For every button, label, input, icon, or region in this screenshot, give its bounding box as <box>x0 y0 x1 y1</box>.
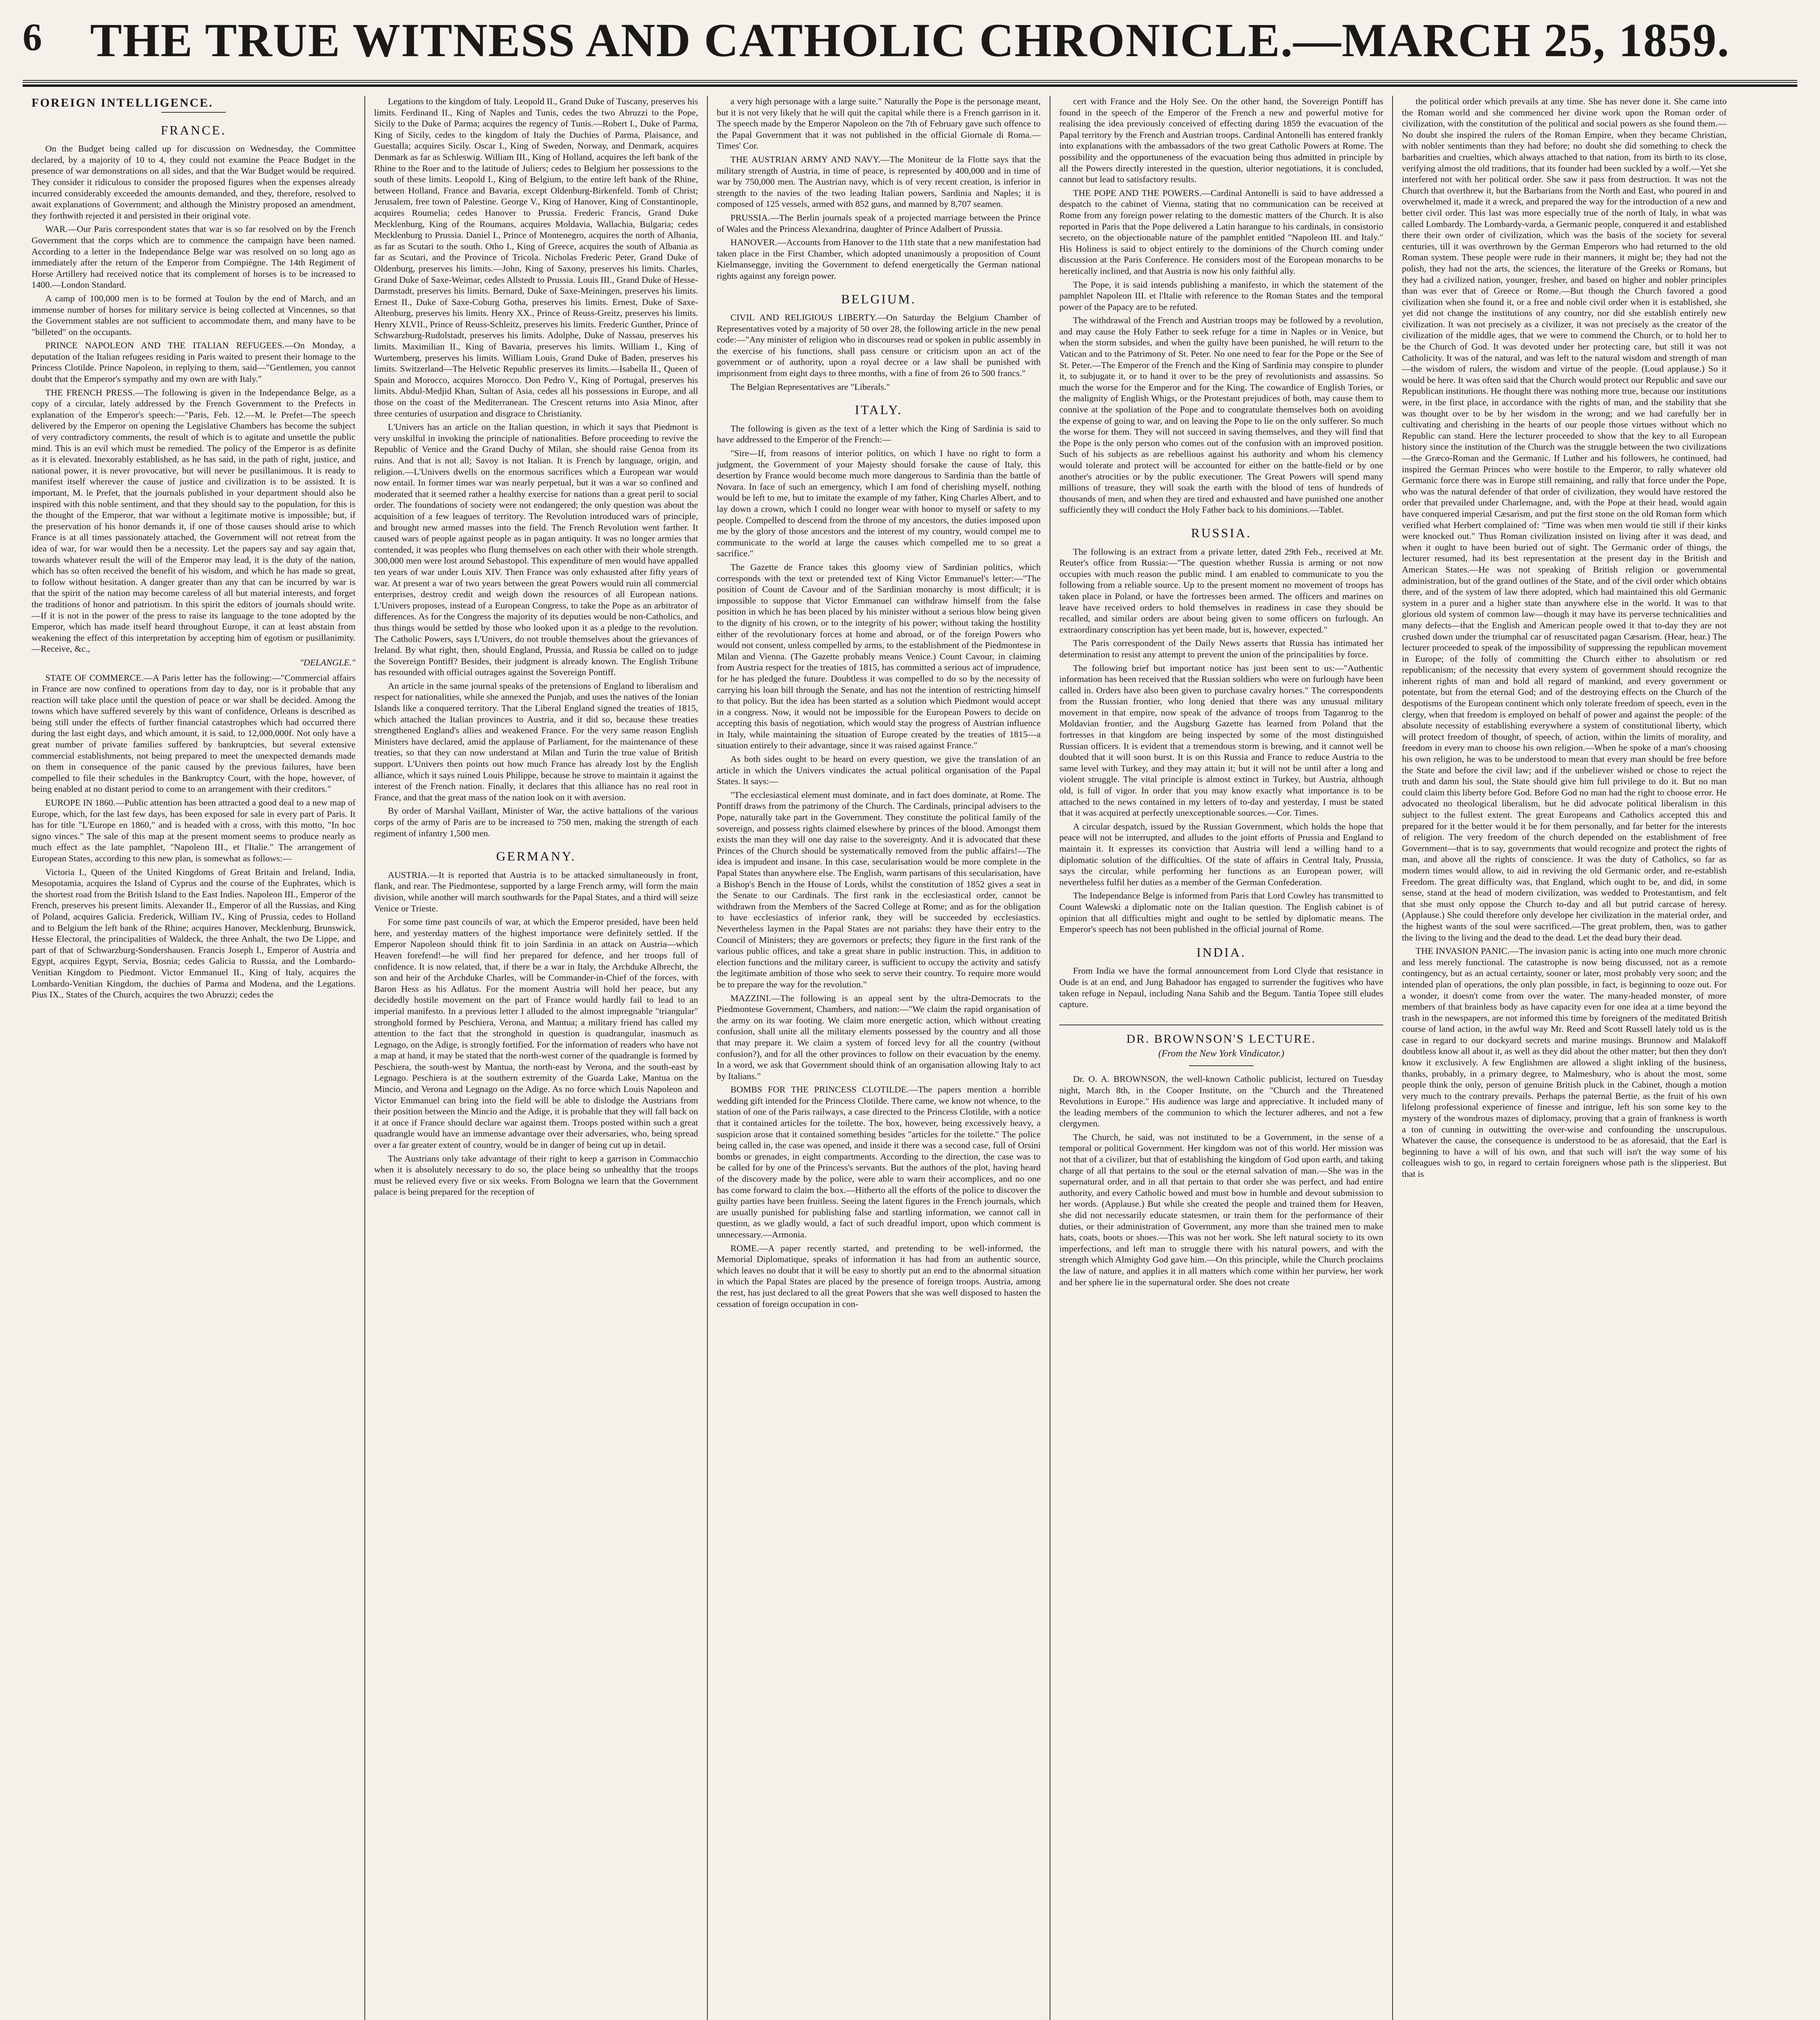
article-paragraph: The withdrawal of the French and Austrian troops may be followed by a revolution, and may cause the Holy Father to seek refuge for a time in Naples or in Venice, but when the storm subsides, and when the guilty have been punished, he will return to the Vatican and to the Patrimony of St. Peter. No one need to fear for the Pope or the See of St. Peter.—The Emperor of the French and the King of Sardinia may conspire to plunder it, to subjugate it, or to hand it over to be the prey of revolutionists and assassins. So much the worse for the Emperor and for the King. The cowardice of English Tories, or the malignity of English Whigs, or the Protestant prejudices of both, may cause them to connive at the spoliation of the Pope and to congratulate themselves both on avoiding the expense of going to war, and on leaving the Pope to lie on the only sufferer. So much the worse for them. They will not succeed in saving themselves, and they will find that the Pope is the only person who comes out of the confusion with an improved position. Such of his subjects as are rebellious against his authority and whom his clemency would tolerate and protect will be accounted for either on the battle-field or by one another's atrocities or by the public executioner. The Great Powers will spend many millions of treasure, they will soak the earth with the blood of tens of hundreds of thousands of men, and when they are tired and exhausted and have punished one another sufficiently they will conduct the Holy Father back to his dominions.—Tablet. <box>1059 315 1383 515</box>
article-paragraph: BOMBS FOR THE PRINCESS CLOTILDE.—The papers mention a horrible wedding gift intended for the Princess Clotilde. There came, we know not whence, to the station of one of the Paris railways, a case directed to the Princess Clotilde, with a notice that it contained articles for the toilette. The box, however, being excessively heavy, a suspicion arose that it contained something besides "articles for the toilette." The police being called in, the case was opened, and inside it there was a second case, full of Orsini bombs or grenades, in eight compartments. According to the direction, the case was to be called for by one of the Princess's servants. But the authors of the plot, having heard of the discovery made by the police, were able to warn their accomplices, and no one has come forward to claim the box.—Hitherto all the efforts of the police to discover the guilty parties have been fruitless. Seeing the latent figures in the French journals, which are usually punished for publishing false and startling information, we cannot call in question, as we gladly would, a fact of such dreadful import, upon which comment is unnecessary.—Armonia. <box>717 1084 1041 1239</box>
column-4-body <box>1059 96 1383 1288</box>
article-paragraph: ROME.—A paper recently started, and pretending to be well-informed, the Memorial Diplomatique, speaks of information it has had from an authentic source, which leaves no doubt that it will be easy to shortly put an end to the abnormal situation in which the Papal States are placed by the presence of foreign troops. Austria, among the rest, has just declared to all the great Powers that she was well disposed to hasten the cessation of foreign occupation in con- <box>717 1243 1041 1309</box>
column-5 <box>1393 96 1736 2020</box>
column-2 <box>365 96 708 2020</box>
lecture-heading: DR. BROWNSON'S LECTURE. <box>1059 1025 1383 1045</box>
column-3 <box>708 96 1050 2020</box>
article-paragraph: The following is an extract from a private letter, dated 29th Feb., received at Mr. Reuter's office from Russia:—"The question whether Russia is arming or not now occupies with much reason the public mind. I am enabled to communicate to you the following from a reliable source. Up to the present moment no movement of troops has taken place in Poland, or have the fortresses been armed. The officers and marines on leave have received orders to hold themselves in readiness in case they should be recalled, and similar orders are about being given to some officers on furlough. An extraordinary conscription has yet been made, but is, however, expected." <box>1059 546 1383 635</box>
section-heading-india: INDIA. <box>1196 945 1246 960</box>
divider <box>161 112 226 113</box>
article-paragraph: The Austrians only take advantage of their right to keep a garrison in Commacchio when it is absolutely necessary to do so, the place being so unhealthy that the troops must be relieved every five or six weeks. From Bologna we learn that the Government palace is being prepared for the reception of <box>374 1153 698 1197</box>
article-paragraph: An article in the same journal speaks of the pretensions of England to liberalism and respect for nationalities, while she annexed the Punjab, and uses the natives of the Ionian Islands like a conquered territory. That the Liberal England signed the treaties of 1815, which attached the Italian provinces to Austria, and it did so, because these treaties strengthened England's allies and weakened France. For the very same reason English Ministers have declared, amid the applause of Parliament, for the maintenance of these treaties, so that they can now understand at Milan and Turin the true value of British support. L'Univers then points out how much France has already lost by the English alliance, which it says ruined Louis Philippe, because he strove to maintain it against the interest of the French nation. Finally, it declares that this alliance has no real root in France, and that the great mass of the nation look on it with aversion. <box>374 680 698 802</box>
section-heading-foreign: FOREIGN INTELLIGENCE. <box>32 96 213 109</box>
article-paragraph: On the Budget being called up for discussion on Wednesday, the Committee declared, by a majority of 10 to 4, they could not examine the Peace Budget in the presence of war demonstrations on all sides, and that the War Budget would be required. They consider it ridiculous to consider the proposed figures when the expenses already incurred considerably exceeded the amounts demanded, and they, therefore, resolved to await explanations of Government; and although the Ministry proposed an amendment, they forthwith rejected it and persisted in their original vote. <box>32 143 356 221</box>
article-paragraph: A camp of 100,000 men is to be formed at Toulon by the end of March, and an immense number of horses for military service is being collected at Vincennes, so that the Government stables are not sufficient to accommodate them, and many have to be "billeted" on the occupants. <box>32 293 356 337</box>
article-paragraph: "Sire—If, from reasons of interior politics, on which I have no right to form a judgment, the Government of your Majesty should forsake the cause of Italy, this desertion by France would become much more dangerous to Sardinia than the battle of Novara. In face of such an emergency, which I am fond of cherishing myself, nothing would be left to me, but to imitate the example of my father, King Charles Albert, and to lay down a crown, which I could no longer wear with honor to myself or safety to my people. Compelled to descend from the throne of my ancestors, the duties imposed upon me by the glory of those ancestors and the interest of my country, would compel me to communicate to the world at large the causes which compelled me to so great a sacrifice." <box>717 448 1041 559</box>
article-paragraph: The Church, he said, was not instituted to be a Government, in the sense of a temporal or political Government. Her kingdom was not of this world. Her mission was not that of a civilizer, but that of establishing the kingdom of God upon earth, and taking charge of all that pertains to the soul or the eternal salvation of man.—She was in the supernatural order, and in all that pertain to that order she was perfect, and had entire authority, and every Catholic bowed and must bow in humble and devout submission to her words. (Applause.) But while she created the people and trained them for Heaven, she did not necessarily educate statesmen, or train them for the performance of their duties, or their administration of Government, any more than she trained men to make hats, coats, boots or shoes.—This was not her work. She left natural society to its own imperfections, and left man to struggle there with his natural powers, and with the strength which Almighty God gave him.—On this principle, while the Church proclaims the law of nature, and applies it in all matters which come within her purview, her work and her sphere lie in the supernatural order. She does not create <box>1059 1132 1383 1287</box>
lecture-source: (From the New York Vindicator.) <box>1158 1048 1284 1059</box>
article-paragraph: The Gazette de France takes this gloomy view of Sardinian politics, which corresponds with the text or pretended text of King Victor Emmanuel's letter:—"The position of Count de Cavour and of the Sardinian monarchy is most difficult; it is impossible to suppose that Victor Emmanuel can withdraw himself from the false position in which he has been placed by his minister without a serious blow being given to the dignity of his crown, or to the integrity of his power; without taking the hostility either of the revolutionary forces at home and abroad, or of the foreign Powers who would not consent, unless compelled by arms, to the establishment of the Piedmontese in Milan and Vienna. (The Gazette probably means Venice.) Count Cavour, in claiming from Austria respect for the treaties of 1815, has committed a serious act of imprudence, for he has pledged the future. Doubtless it was compelled to do so by the necessity of carrying his loan bill through the Senate, and has not the intention of restricting himself to that policy. But the idea has been started as a solution which Piedmont would accept in a congress. Now, it would not be impossible for the European Powers to decide on accepting this basis of negotiation, which would stay the progress of Austrian influence in Italy, while maintaining the situation of Europe created by the treaties of 1815—a situation entirely to their advantage, since it was raised against France." <box>717 562 1041 751</box>
article-paragraph: The Independance Belge is informed from Paris that Lord Cowley has transmitted to Count Walewski a diplomatic note on the Italian question. The English cabinet is of opinion that all difficulties might and ought to be settled by diplomatic means. The Emperor's speech has not been published in the official journal of Rome. <box>1059 890 1383 934</box>
article-paragraph: CIVIL AND RELIGIOUS LIBERTY.—On Saturday the Belgium Chamber of Representatives voted by a majority of 50 over 28, the following article in the new penal code:—"Any minister of religion who in discourses read or spoken in public assembly in the exercise of his functions, shall pass censure or criticism upon an act of the government or of authority, upon a royal decree or a law shall be punished with imprisonment from eight days to three months, with a fine of from 26 to 500 francs." <box>717 312 1041 379</box>
article-paragraph: Victoria I., Queen of the United Kingdoms of Great Britain and Ireland, India, Mesopotamia, acquires the Island of Cyprus and the course of the Euphrates, which is the shortest road from the British Island to the East Indies. Napoleon III., Emperor of the French, preserves his present limits. Alexander II., Emperor of all the Russias, and King of Poland, acquires Galicia. Frederick, William IV., King of Prussia, cedes to Holland and to Belgium the left bank of the Rhine; acquires Hanover, Mecklenburg, Brunswick, Hesse Electoral, the principalities of Waldeck, the three Anhalt, the two De Lippe, and part of that of Schwarzburg-Sondershausen. Francis Joseph I., Emperor of Austria and Egypt, acquires Egypt, Servia, Bosnia; cedes Galicia to Russia, and the Lombardo-Venitian Kingdom to Piedmont. Victor Emmanuel II., King of Italy, acquires the Lombardo-Venitian Kingdom, the duchies of Parma and Modena, and the Legations. Pius IX., States of the Church, acquires the two Abruzzi; cedes the <box>32 867 356 1000</box>
divider <box>1189 1065 1254 1066</box>
newspaper-title: THE TRUE WITNESS AND CATHOLIC CHRONICLE.—MARCH 25, 1859. <box>90 14 1730 67</box>
article-paragraph: a very high personage with a large suite." Naturally the Pope is the personage meant, but it is not very likely that he will quit the capital while there is a French garrison in it. The speech made by the Emperor Napoleon on the 7th of February gave such offence to the Papal Government that it was not published in the official Giornale di Roma.—Times' Cor. <box>717 96 1041 151</box>
article-paragraph: HANOVER.—Accounts from Hanover to the 11th state that a new manifestation had taken place in the First Chamber, which adopted unanimously a proposition of Count Kielmansegge, inviting the Government to defend energetically the German national rights against any foreign power. <box>717 237 1041 281</box>
article-paragraph: The Pope, it is said intends publishing a manifesto, in which the statement of the pamphlet Napoleon III. et l'Italie with reference to the Roman States and the temporal power of the Papacy are to be refuted. <box>1059 279 1383 312</box>
article-paragraph: THE POPE AND THE POWERS.—Cardinal Antonelli is said to have addressed a despatch to the cabinet of Vienna, stating that no communication can be received at Rome from any foreign power relating to the domestic matters of the Church. It is also reported in Paris that the Pope delivered a Latin harangue to his cardinals, in consistorio secreto, on the objectionable nature of the pamphlet entitled "Napoleon III. and Italy." His Holiness is said to object entirely to the dominions of the Church coming under discussion at the Paris Conference. He considers most of the European monarchs to be heretically inclined, and that Austria is now his only faithful ally. <box>1059 187 1383 276</box>
section-heading-germany: GERMANY. <box>496 849 576 864</box>
page-number: 6 <box>23 15 42 59</box>
article-paragraph: cert with France and the Holy See. On the other hand, the Sovereign Pontiff has found in the speech of the Emperor of the French a new and powerful motive for realising the idea previously conceived of effecting during 1859 the evacuation of the Papal territory by the French and Austrian troops. Cardinal Antonelli has entered frankly into explanations with the ambassadors of the two great Catholic Powers at Rome. The possibility and the opportuneness of the evacuation being thus admitted in principle by all the Powers directly interested in the question, ulterior negotiations, it is concluded, cannot but lead to satisfactory results. <box>1059 96 1383 185</box>
article-paragraph: "The ecclesiastical element must dominate, and in fact does dominate, at Rome. The Pontiff draws from the patrimony of the Church. The Cardinals, principal advisers to the Pope, naturally take part in the Government. They constitute the political family of the sovereign, and possess rights claimed elsewhere by princes of the blood. Amongst them exists the man they will one day raise to the sovereignty. And it is advocated that these Princes of the Church should be systematically removed from the public affairs!—The idea is impudent and insane. In this case, secularisation would be more complete in the Papal States than anywhere else. The English, warm partisans of this secularisation, have a Bishop's Bench in the House of Lords, whilst the constitution of 1852 gives a seat in the Senate to our Cardinals. The first rank in the ecclesiastical order, cannot be withdrawn from the Members of the Sacred College at Rome; and as for the obligation to have ecclesiastics of inferior rank, they will be succeeded by ecclesiastics. Nevertheless laymen in the Papal States are not pariahs: they have their entry to the Council of Ministers; they are governors or prefects; they figure in the first rank of the various public offices, and take a great share in public instruction. This, in addition to election functions and the military career, is sufficient to occupy the activity and satisfy the legitimate ambition of those who seek to serve their country. To require more would be to prepare the way for the revolution." <box>717 789 1041 989</box>
article-paragraph: L'Univers has an article on the Italian question, in which it says that Piedmont is very unskilful in invoking the principle of nationalities. Before proceeding to revive the Republic of Venice and the Grand Duchy of Milan, she should raise Genoa from its ruins. And that is not all; Savoy is not Italian. It is French by language, origin, and religion.—L'Univers dwells on the enormous sacrifices which a European war would now entail. In former times war was nearly perpetual, but it was a war so confined and moderated that it seemed rather a healthy exercise for nations than a great peril to social order. The foundations of society were not endangered; the only question was about the acquisition of a few leagues of territory. The Revolution introduced wars of principle, and brought new armed masses into the field. The French Revolution went farther. It caused wars of people against people as in pagan antiquity. It was no longer armies that contended, it was peoples who flung themselves on each other with their whole strength. 300,000 men were lost around Sebastopol. This expenditure of men would have appalled ten years of war under Louis XIV. Then France was only exhausted after fifty years of war. At present a war of two years between the great Powers would ruin all commercial enterprises, destroy credit and weigh down the resources of all European nations. L'Univers proposes, instead of a European Congress, to take the Pope as an arbitrator of differences. As for the Congress the majority of its deputies would be non-Catholics, and thus things would be settled by those who looked upon it as a pledge to the revolution. The Catholic Powers, says L'Univers, do not trouble themselves about the grievances of Ireland. By what right, then, should England, Prussia, and Russia be called on to judge the Sovereign Pontiff? Besides, their judgment is already known. The English Tribune has resounded with official outrages against the Sovereign Pontiff. <box>374 422 698 678</box>
article-paragraph: The Belgian Representatives are "Liberals." <box>730 381 890 392</box>
masthead-rule <box>23 84 1797 87</box>
article-paragraph: the political order which prevails at any time. She has never done it. She came into the Roman world and she commenced her divine work upon the Roman order of civilization, with the constitution of the political and social powers as she found them.—No doubt she inspired the rulers of the Roman Empire, when they became Christian, with nobler sentiments than they had before; no doubt she did something to check the barbarities and cruelties, which always attached to that nation, from its birth to its close, verifying almost the old traditions, that its founder had been suckled by a wolf.—Yet she interfered not with her political order. She saw it pass from destruction. It was not the Church that overthrew it, but the Barbarians from the North and East, who poured in and overwhelmed it, made it a wreck, and prepared the way for the introduction of a new and better civil order. This last was more especially true of the north of Italy, in what was called Lombardy. The Lombardy-varda, a Germanic people, conquered it and established there their own order of civilization, which was the basis of the society for several centuries, till it was overthrown by the German Emperors who had returned to the old Roman system. These people were rude in their manners, it might be; they had not the polish, they had not the arts, the sciences, the literature of the Greeks or Romans, but they had a civilized nation, younger, fresher, and based on higher and nobler principles than was ever that of Greece or Rome.—But though the Church favored a good civilization when she found it, or a free and noble civil order when it is established, she yet did not change the institutions of any country, nor did she establish entirely new civilization. It was not precisely as a civilizer, it was not precisely as the creator of the civilization of the middle ages, that we were to commend the Church, or to hold her to be the Church of God. It was devoted under her protecting care, but still it was not Catholicity. It was of the natural, and was left to the natural wisdom and strength of man—the wisdom of rulers, the wisdom and virtue of the people. (Loud applause.) So it would be here. It was often said that the Church would protect our Republic and save our Republican institutions. He thought there was nothing more true, because our institutions were, in the first place, in accordance with the rights of man, and the stability that she was thought over to be by her wisdom in the wrong; and we had carefully her in cultivating and cherishing in the hearts of our people those virtues without which no Republic can stand. Here the lecturer proceeded to show that the key to all European history since the institution of the Church was the struggle between the two civilizations—the Græco-Roman and the Germanic. If Luther and his followers, he continued, had inspired the German Princes who were hostile to the Emperor, to rally whatever old Germanic force there was in Europe still remaining, and rally that force under the Pope, who was the natural defender of that order of civilization, they would have restored the order that prevailed under Charlemagne, and, with the Pope at their head, would again have conquered imperial Cæsarism, and put the first stone on the old Roman form which verified what Herbert complained of: "Time was when men would tie still if their kinks were knocked out." Thus Roman civilization insisted on living after it was dead, and when it ought to have been buried out of sight. The Germanic order of things, the lecturer resumed, had its best representation at the present day in the British and American States.—He was not speaking of British religion or governmental administration, but of the grand outlines of the State, and of the civil order which obtains there, and of the system of law there adopted, which had maintained this old Germanic system in a purer and a higher state than anywhere else in the world. It was to that glorious old system of common law—though it may have its perverse technicalities and many defects—that the English and American people owed it that to-day they are not crushed down under the triumphal car of resuscitated pagan Cæsarism. (Hear, hear.) The lecturer proceeded to speak of the impossibility of suppressing the republican movement in Europe; of the folly of committing the Church either to absolutism or red republicanism; of the necessity that every system of government should recognize the inherent rights of man and hold all regard of mankind, and every government or potentate, but from the eternal God; and of the destroying effects on the Church of the despotisms of the European continent which only tolerate freedom of speech, even in the clergy, when that freedom is employed on behalf of power and against the people: of the absolute necessity of establishing everywhere a system of constitutional liberty, which will protect freedom of thought, of speech, of action, within the limits of morality, and freedom in every man to choose his own religion.—When he spoke of a man's choosing his own religion, he was to be understood to mean that every man should be free before the State and before the civil law; and if the unbeliever wished or chose to reject the truth and damn his soul, the State should give him full privilege to do it. But no man could claim this liberty before God. Before God no man had the right to choose error. He advocated no theological liberalism, but he did advocate political liberalism in this subject to the fullest extent. The great Europeans and Catholics accepted this and prepared for it the better would it be for them personally, and far better for the interests of religion. The very freedom of the church depended on the establishment of free Government—that is to say, governments that would recognize and protect the rights of man, and above all the rights of conscience. It was the duty of Catholics, so far as modern times would allow, to aid in reviving the old Germanic order, and re-establish Freedom. The great difficulty was, that England, which ought to be, and did, in some sense, stand at the head of modern civilization, was wedded to Protestantism, and felt that she must only oppose the Church to-day and all but putrid carcase of heresy. (Applause.) She could therefore only develope her civilization in the material order, and the highest wants of the soul were sacrificed.—The great problem, then, was to gather the living to the living and the dead to the dead. Let the dead bury their dead. <box>1402 96 1727 943</box>
article-paragraph: "DELANGLE." <box>299 657 356 667</box>
article-paragraph: PRINCE NAPOLEON AND THE ITALIAN REFUGEES.—On Monday, a deputation of the Italian refugees residing in Paris waited to present their homage to the Princess Clotilde. Prince Napoleon, in replying to them, said—"Gentlemen, you cannot doubt that the Emperor's sympathy and my own are with Italy." <box>32 340 356 384</box>
article-paragraph: THE AUSTRIAN ARMY AND NAVY.—The Moniteur de la Flotte says that the military strength of Austria, in time of peace, is represented by 400,000 and in time of war by 750,000 men. The Austrian navy, which is of very recent creation, is inferior in strength to the navies of the two leading Italian powers, Sardinia and Naples; it is composed of 125 vessels, armed with 852 guns, and manned by 8,707 seamen. <box>717 154 1041 209</box>
article-columns <box>23 96 1797 2020</box>
masthead <box>23 12 1797 83</box>
article-paragraph: EUROPE IN 1860.—Public attention has been attracted a good deal to a new map of Europe, which, for the last few days, has been exposed for sale in every part of Paris. It has for title "L'Europe en 1860," and is headed with a cross, with this motto, "In hoc signo vinces." The sale of this map at the present moment seems to produce nearly as much effect as the late pamphlet, "Napoleon III., et l'Italie." The arrangement of European States, according to this new plan, is somewhat as follows:— <box>32 797 356 863</box>
section-heading-france: FRANCE. <box>160 122 227 137</box>
article-paragraph: A circular despatch, issued by the Russian Government, which holds the hope that peace will not be interrupted, and alludes to the joint efforts of Prussia and England to maintain it. It expresses its conviction that Austria will lend a willing hand to a diplomatic solution of the difficulties. Of the state of affairs in Central Italy, Prussia, says the circular, while performing her functions as an European power, will nevertheless fulfil her duties as a member of the German Confederation. <box>1059 821 1383 887</box>
article-paragraph: AUSTRIA.—It is reported that Austria is to be attacked simultaneously in front, flank, and rear. The Piedmontese, supported by a large French army, will form the main division, while another will march southwards for the Papal States, and a third will seize Venice or Trieste. <box>374 869 698 913</box>
article-paragraph: As both sides ought to be heard on every question, we give the translation of an article in which the Univers vindicates the actual political organisation of the Papal States. It says:— <box>717 754 1041 787</box>
article-paragraph: THE FRENCH PRESS.—The following is given in the Independance Belge, as a copy of a circular, lately addressed by the French Government to the Prefects in explanation of the Emperor's speech:—"Paris, Feb. 12.—M. le Prefet—The speech delivered by the Emperor on opening the Legislative Chambers has become the subject of very contradictory comments, the result of which is to agitate and unsettle the public mind. This is an evil which must be remedied. The policy of the Emperor is as definite as it is elevated. Inexorably established, as he has said, in the path of right, justice, and national power, it is never provocative, but will never be pusillanimous. It is ready to manifest itself wherever the cause of justice and civilization is to be assisted. It is important, M. le Prefet, that the journals published in your department should also be inspired with this noble sentiment, and that they should say to the population, for this is the thought of the Emperor, that war without a legitimate motive is impossible; but, if the preservation of his honor demands it, if one of those causes should arise to which France is at all times passionately attached, the Government will not retreat from the idea of war, for war would then be a necessity. Let the papers say and say again that, towards whatever result the will of the Emperor may lead, it is the duty of the nation, which has so often received the benefit of his wisdom, and which he has made so great, to follow without hesitation. A danger greater than any that can be incurred by war is that the spirit of the nation may become careless of all but material interests, and forget the traditions of honor and patriotism. In this spirit the editors of journals should write.—If it is not in the power of the press to raise its language to the tone adopted by the Emperor, which has made itself heard throughout Europe, it can at least abstain from weakening the effect of this interpretation by accepting him of egotism or pusillanimity.—Receive, &c., <box>32 387 356 654</box>
article-paragraph: From India we have the formal announcement from Lord Clyde that resistance in Oude is at an end, and Jung Bahadoor has engaged to surrender the fugitives who have taken refuge in Nepaul, including Nana Sahib and the Begum. Tantia Topee still eludes capture. <box>1059 966 1383 1010</box>
column-4 <box>1050 96 1393 2020</box>
article-paragraph: Legations to the kingdom of Italy. Leopold II., Grand Duke of Tuscany, preserves his limits. Ferdinand II., King of Naples and Tunis, cedes the two Abruzzi to the Pope, Sicily to the Duke of Parma; acquires the regency of Tunis.—Robert I., Duke of Parma, King of Sicily, cedes to the kingdom of Italy the Duchies of Parma, Plaisance, and Guestalla; acquires Sicily. Oscar I., King of Sweden, Norway, and Denmark, acquires Denmark as far as Schleswig. William III., King of Holland, acquires the left bank of the Rhine to the Roer and to the latitude of Juliers; cedes to Belgium her possessions to the south of these limits. Leopold I., King of Belgium, to the entire left bank of the Rhine, between Holland, France and Bavaria, except Oldenburg-Birkenfeld. Tomb of Christ; Jerusalem, free town of Palestine. George V., King of Hanover, King of Constantinople, acquires Roumelia; cedes Hanover to Prussia. Frederic Francis, Grand Duke Mecklenburg, King of the Roumans, acquires Moldavia, Wallachia, Bulgaria; cedes Mecklenburg to Prussia. Daniel I., Prince of Montenegro, acquires the north of Albania, as far as Scutari to the south. Otho I., King of Greece, acquires the south of Albania as far as Scutari, and the Province of Tricola. Nicholas Frederic Peter, Grand Duke of Oldenburg, preserves his limits.—John, King of Saxony, preserves his limits. Charles, Grand Duke of Saxe-Weimar, cedes Allstedt to Prussia. Louis III., Grand Duke of Hesse-Darmstadt, preserves his limits. Bernard, Duke of Saxe-Meiningen, preserves his limits. Ernest II., Duke of Saxe-Coburg Gotha, preserves his limits. Ernest, Duke of Saxe-Altenburg, preserves his limits. Henry XX., Prince of Reuss-Greitz, preserves his limits. Henry XLVII., Prince of Reuss-Schleitz, preserves his limits. Frederic Gunther, Prince of Schwarzburg-Rudolstadt, preserves his limits. Adolphe, Duke of Nassau, preserves his limits. Maximilian II., King of Bavaria, preserves his limits. William I., King of Wurtemberg, preserves his limits. William Louis, Grand Duke of Baden, preserves his limits. Switzerland—The Helvetic Republic preserves its limits.—Isabella II., Queen of Spain and Morocco, acquires Morocco. Don Pedro V., King of Portugal, preserves his limits. Abdul-Medjid Khan, Sultan of Asia, cedes all his possessions in Europe, and all those on the coast of the Mediterranean. The Crescent returns into Asia Minor, after three centuries of usurpation and disgrace to Christianity. <box>374 96 698 419</box>
article-paragraph: The Paris correspondent of the Daily News asserts that Russia has intimated her determination to resist any attempt to prevent the union of the principalities by force. <box>1059 638 1383 659</box>
column-1 <box>23 96 365 2020</box>
article-paragraph: The following brief but important notice has just been sent to us:—"Authentic information has been received that the Russian soldiers who were on furlough have been called in. Orders have also been given to purchase cavalry horses." The correspondents from the Russian frontier, who long denied that there was any unusual military movement in that empire, now speak of the advance of troops from Taganrog to the Moldavian frontier, and the Augsburg Gazette has learned from Poland that the fortresses in that kingdom are being inspected by some of the most distinguished Russian officers. It is evident that a tremendous storm is brewing, and it cannot well be doubted that it will soon burst. It is on this Russia and France to reduce Austria to the same level with Turkey, and they may attain it; but it will not be until after a long and violent struggle. The vital principle is almost extinct in Turkey, but Austria, although old, is full of vigor. In order that you may know exactly what importance is to be attached to the news contained in my letters of to-day and yesterday, I must be stated that it was acquired at perfectly unexceptionable sources.—Cor. Times. <box>1059 663 1383 818</box>
section-heading-belgium: BELGIUM. <box>841 291 916 306</box>
column-3-body <box>717 96 1041 1309</box>
section-heading-italy: ITALY. <box>854 402 903 417</box>
column-1-body <box>32 143 356 1000</box>
column-2-body <box>374 96 698 1197</box>
article-paragraph: WAR.—Our Paris correspondent states that war is so far resolved on by the French Government that the corps which are to commence the campaign have been named. According to a letter in the Independance Belge war was resolved on so long ago as immediately after the return of the Emperor from Compiègne. The 14th Regiment of Horse Artillery had received notice that its complement of horses is to be increased to 1400.—London Standard. <box>32 224 356 290</box>
article-paragraph: THE INVASION PANIC.—The invasion panic is acting into one much more chronic and less merely functional. The catastrophe is now being discussed, not as a remote contingency, but as an actual certainty, sooner or later, most probably very soon; and the intended plan of operations, the only plan possible, in fact, is beginning to ooze out. For a wonder, it doesn't come from over the water. The many-headed monster, of more members of that brainless body as have capacity even for one idea at a time beyond the trash in the newspapers, are not informed this time by foreigners of the meditated British course of land action, in the awful way Mr. Reed and Scott Russell lately told us is the case in regard to our dockyard secrets and marine musings. Brunnow and Malakoff doubtless know all about it, as well as they did about the other matter; but then they don't know it exclusively. A few Englishmen are allowed a slight inkling of the business, thanks, probably, in a primary degree, to Malmesbury, who is about the most, some people think the only, person of genuine British pluck in the Cabinet, though a motion very much to the contrary prevails. Perhaps the paternal Bertie, as the fruit of his own lifelong professional experience of finesse and intrigue, left his son some key to the mystery of the wondrous mazes of diplomacy, proving that a grain of frankness is worth a ton of cunning in outwitting the over-wise and confounding the unscrupulous. Whatever the cause, the consequence is understood to be as aforesaid, that the Earl is beginning to have a will of his own, and that such will isn't the way some of his colleagues wish to go, in regard to certain foreigners whose path is the slipperiest. But that is <box>1402 946 1727 1179</box>
article-paragraph: Dr. O. A. BROWNSON, the well-known Catholic publicist, lectured on Tuesday night, March 8th, in the Cooper Institute, on the "Church and the Threatened Revolutions in Europe." His audience was large and appreciative. It included many of the leading members of the communion to which the lecturer adheres, and not a few clergymen. <box>1059 1073 1383 1129</box>
article-paragraph: For some time past councils of war, at which the Emperor presided, have been held here, and yesterday matters of the highest importance were definitely settled. If the Emperor Napoleon should think fit to join Sardinia in an attack on Austria—which Heaven forefend!—he will find her prepared for defence, and her troops full of confidence. It is now related, that, if there be a war in Italy, the Archduke Albrecht, the son and heir of the Archduke Charles, will be Commander-in-Chief of the forces, with Baron Hess as his Adlatus. For the moment Austria will hold her peace, but any decidedly hostile movement on the part of France would hardly fail to lead to an imperial manifesto. In a previous letter I alluded to the almost impregnable "triangular" stronghold formed by Peschiera, Verona, and Mantua; a military friend has called my attention to the fact that the stronghold in question is quadrangular, inasmuch as Legnago, on the Adige, is strongly fortified. For the information of readers who have not a map at hand, it may be stated that the north-west corner of the quadrangle is formed by Peschiera, the south-west by Mantua, the north-east by Verona, and the south-east by Legnago. Peschiera is at the southern extremity of the Guarda Lake, Mantua on the Mincio, and Verona and Legnago on the Adige. As no force which Louis Napoleon and Victor Emmanuel can bring into the field will be able to dislodge the Austrians from their position between the Mincio and the Adige, it is probable that they will fall back on it at once if France should declare war against them. Troops posted within such a great quadrangle would have an immense advantage over their adversaries, who, being spread over a far greater extent of country, would be in danger of being cut up in detail. <box>374 917 698 1150</box>
article-paragraph: By order of Marshal Vaillant, Minister of War, the active battalions of the various corps of the army of Paris are to be increased to 750 men, making the strength of each regiment of infantry 1,500 men. <box>374 806 698 838</box>
column-5-body <box>1402 96 1727 1180</box>
article-paragraph: PRUSSIA.—The Berlin journals speak of a projected marriage between the Prince of Wales and the Princess Alexandrina, daughter of Prince Adalbert of Prussia. <box>717 212 1041 234</box>
article-paragraph: MAZZINI.—The following is an appeal sent by the ultra-Democrats to the Piedmontese Government, Chambers, and nation:—"We claim the rapid organisation of the army on its war footing. We claim more energetic action, which without creating confusion, shall unite all the military elements possessed by the country and all those that may prepare it. We claim a system of forced levy for all the country (without confusion?), and for all the other provinces to follow on their evacuation by the enemy. In a word, we ask that Government should think of an organisation allowing Italy to act by Italians." <box>717 993 1041 1081</box>
article-paragraph: The following is given as the text of a letter which the King of Sardinia is said to have addressed to the Emperor of the French:— <box>717 423 1041 445</box>
section-heading-russia: RUSSIA. <box>1191 525 1252 540</box>
article-paragraph: STATE OF COMMERCE.—A Paris letter has the following:—"Commercial affairs in France are now confined to operations from day to day, nor is it probable that any reaction will take place until the question of peace or war shall be decided. Among the towns which have suffered severely by this want of confidence, Orleans is described as being still under the effects of further financial catastrophes which had occurred there during the last eight days, and which amount, it is said, to 12,000,000f. Not only have a great number of private families suffered by bankruptcies, but several extensive commercial establishments, not being prepared to meet the unexpected demands made on them in consequence of the panic caused by the previous failures, have been compelled to file their schedules in the Bankruptcy Court, with the hope, however, of being enabled at no distant period to come to an arrangement with their creditors." <box>32 672 356 794</box>
